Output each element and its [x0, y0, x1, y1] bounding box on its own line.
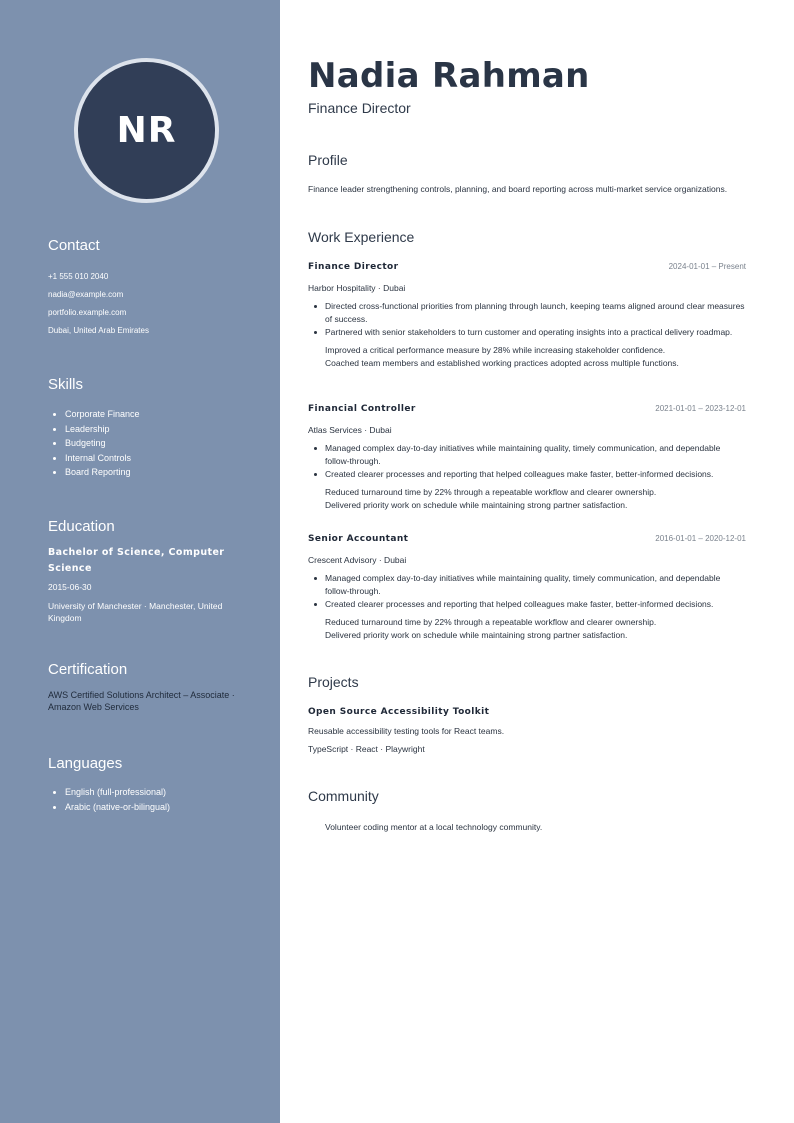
skill-item: Board Reporting [48, 465, 248, 480]
community-text: Volunteer coding mentor at a local technology community. [325, 822, 543, 832]
job-achievement: Delivered priority work on schedule while maintaining strong partner satisfaction. [325, 500, 628, 511]
job-dates: 2024-01-01 – Present [668, 262, 746, 271]
job-entry [308, 534, 746, 642]
job-title: Senior Accountant [308, 534, 409, 544]
project-name: Open Source Accessibility Toolkit [308, 707, 490, 717]
job-achievements [308, 616, 746, 642]
job-company: Crescent Advisory · Dubai [308, 555, 407, 565]
job-entry [308, 404, 746, 512]
profile-text: Finance leader strengthening controls, planning, and board reporting across multi-market service organizations. [308, 184, 728, 194]
job-dates: 2016-01-01 – 2020-12-01 [655, 534, 746, 543]
contact-phone: +1 555 010 2040 [48, 272, 109, 281]
language-item: English (full-professional) [48, 785, 248, 800]
job-bullet: Created clearer processes and reporting that helped colleagues make faster, better-informed decisions. [308, 468, 746, 481]
certification-text: AWS Certified Solutions Architect – Associate · Amazon Web Services [48, 690, 235, 712]
skills-list [48, 407, 248, 480]
skill-item: Leadership [48, 422, 248, 437]
experience-heading: Work Experience [308, 229, 415, 245]
contact-heading: Contact [48, 237, 100, 254]
job-bullet: Partnered with senior stakeholders to turn customer and operating insights into a practical delivery roadmap. [308, 326, 746, 339]
job-title: Finance Director [308, 262, 399, 272]
skill-item: Internal Controls [48, 451, 248, 466]
job-bullet: Managed complex day-to-day initiatives while maintaining quality, timely communication, and dependable follow-through. [308, 572, 746, 598]
job-dates: 2021-01-01 – 2023-12-01 [655, 404, 746, 413]
skills-heading: Skills [48, 376, 84, 393]
community-heading: Community [308, 788, 379, 804]
job-achievements [308, 486, 746, 512]
job-bullets [308, 572, 746, 610]
skill-item: Budgeting [48, 436, 248, 451]
languages-list [48, 785, 248, 814]
job-bullets [308, 300, 746, 338]
contact-website[interactable]: portfolio.example.com [48, 308, 127, 317]
certification-heading: Certification [48, 661, 128, 678]
contact-email[interactable]: nadia@example.com [48, 290, 124, 299]
job-bullet: Directed cross-functional priorities from planning through launch, keeping teams aligned around clear measures of success. [308, 300, 746, 326]
job-bullet: Created clearer processes and reporting that helped colleagues make faster, better-informed decisions. [308, 598, 746, 611]
projects-heading: Projects [308, 674, 359, 690]
project-description: Reusable accessibility testing tools for React teams. [308, 726, 505, 736]
avatar-initials: NR [116, 110, 177, 151]
sidebar [0, 0, 280, 1123]
candidate-name: Nadia Rahman [308, 56, 590, 96]
education-section [48, 518, 248, 624]
job-achievement: Reduced turnaround time by 22% through a repeatable workflow and clearer ownership. [325, 617, 657, 628]
job-achievement: Delivered priority work on schedule while maintaining strong partner satisfaction. [325, 630, 628, 641]
avatar [74, 58, 219, 203]
contact-location: Dubai, United Arab Emirates [48, 326, 149, 335]
job-company: Atlas Services · Dubai [308, 425, 392, 435]
job-achievement: Reduced turnaround time by 22% through a repeatable workflow and clearer ownership. [325, 487, 657, 498]
skill-item: Corporate Finance [48, 407, 248, 422]
job-achievement: Improved a critical performance measure by 28% while increasing stakeholder confidence. [325, 345, 666, 356]
job-company: Harbor Hospitality · Dubai [308, 283, 406, 293]
education-degree: Bachelor of Science, Computer Science [48, 547, 225, 574]
skills-section [48, 376, 248, 480]
education-heading: Education [48, 518, 115, 535]
languages-heading: Languages [48, 755, 123, 772]
education-date: 2015-06-30 [48, 582, 92, 592]
language-item: Arabic (native-or-bilingual) [48, 800, 248, 815]
job-achievements [308, 344, 746, 370]
languages-section [48, 755, 248, 814]
contact-section [48, 237, 248, 340]
project-tech: TypeScript · React · Playwright [308, 744, 425, 754]
certification-section [48, 661, 248, 713]
candidate-title: Finance Director [308, 100, 411, 116]
profile-heading: Profile [308, 152, 348, 168]
job-bullet: Managed complex day-to-day initiatives while maintaining quality, timely communication, and dependable follow-through. [308, 442, 746, 468]
job-bullets [308, 442, 746, 480]
job-title: Financial Controller [308, 404, 416, 414]
job-achievement: Coached team members and established working practices adopted across multiple functions. [325, 358, 679, 369]
education-school: University of Manchester · Manchester, United Kingdom [48, 601, 223, 623]
job-entry [308, 262, 746, 370]
